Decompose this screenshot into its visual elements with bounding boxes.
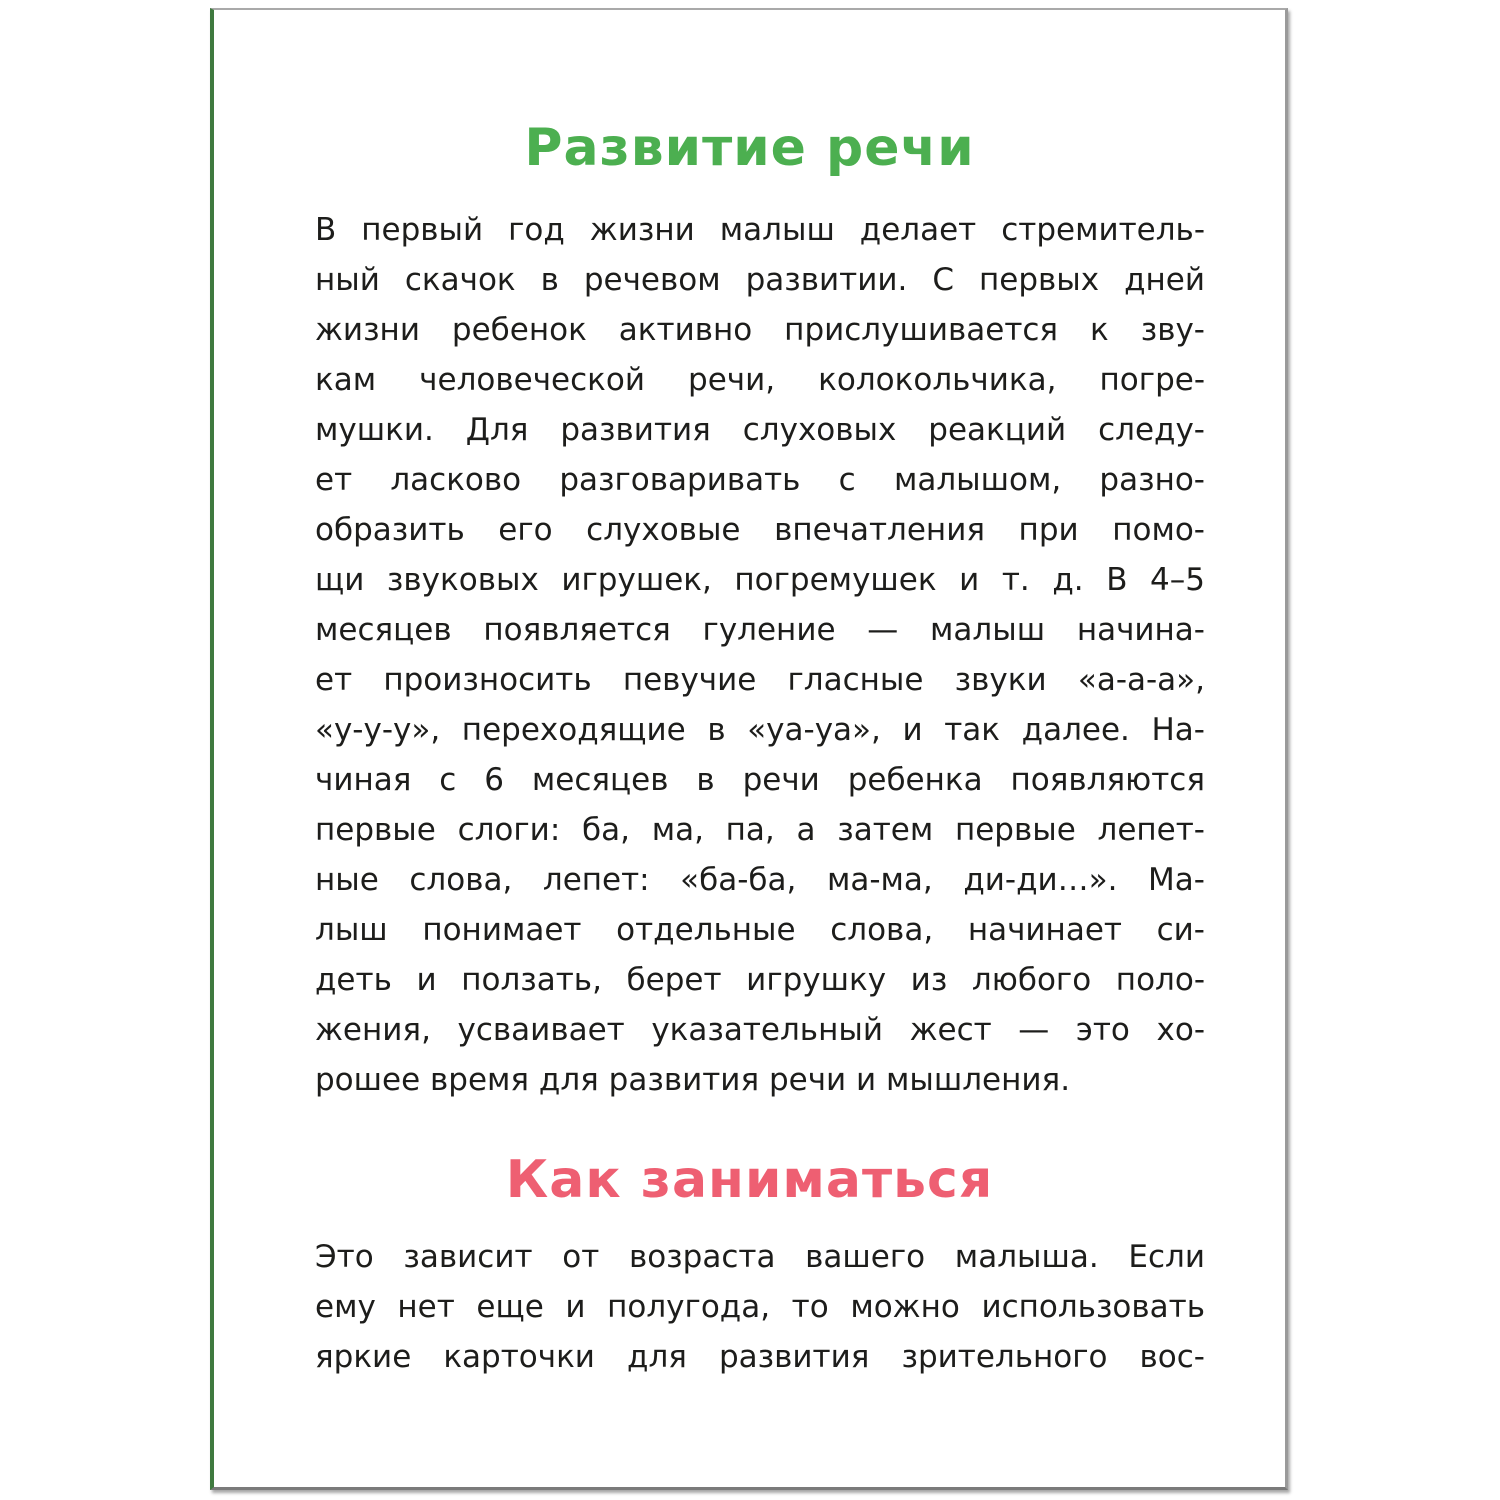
text-line: жения, усваивает указательный жест — это хо-	[315, 1012, 1205, 1048]
page-card	[210, 8, 1288, 1490]
text-line: рошее время для развития речи и мышления.	[315, 1062, 1071, 1098]
text-line: «у-у-у», переходящие в «уа-уа», и так далее. На-	[315, 712, 1205, 748]
section-title-how-to-practice: Как заниматься	[505, 1150, 994, 1210]
text-line: ные слова, лепет: «ба-ба, ма-ма, ди-ди…». Ма-	[315, 862, 1205, 898]
paragraph-how-to-practice	[315, 1232, 1205, 1382]
text-line: яркие карточки для развития зрительного вос-	[315, 1339, 1205, 1375]
text-line: мушки. Для развития слуховых реакций следу-	[315, 412, 1205, 448]
text-line: чиная с 6 месяцев в речи ребенка появляются	[315, 762, 1205, 798]
text-line: жизни ребенок активно прислушивается к зву-	[315, 312, 1205, 348]
text-line: лыш понимает отдельные слова, начинает си-	[315, 912, 1205, 948]
text-line: первые слоги: ба, ма, па, а затем первые лепет-	[315, 812, 1205, 848]
text-line: месяцев появляется гуление — малыш начина-	[315, 612, 1205, 648]
text-line: деть и ползать, берет игрушку из любого поло-	[315, 962, 1205, 998]
text-line: кам человеческой речи, колокольчика, погре-	[315, 362, 1205, 398]
text-line: Это зависит от возраста вашего малыша. Если	[315, 1239, 1205, 1275]
text-line: В первый год жизни малыш делает стремитель-	[315, 212, 1205, 248]
paragraph-speech-development	[315, 205, 1205, 1105]
text-line: ный скачок в речевом развитии. С первых дней	[315, 262, 1205, 298]
text-line: ему нет еще и полугода, то можно использовать	[315, 1289, 1205, 1325]
text-line: ет произносить певучие гласные звуки «а-а-а»,	[315, 662, 1205, 698]
section-title-speech-development: Развитие речи	[524, 118, 975, 178]
text-line: образить его слуховые впечатления при помо-	[315, 512, 1205, 548]
text-line: щи звуковых игрушек, погремушек и т. д. В 4–5	[315, 562, 1205, 598]
text-line: ет ласково разговаривать с малышом, разно-	[315, 462, 1205, 498]
